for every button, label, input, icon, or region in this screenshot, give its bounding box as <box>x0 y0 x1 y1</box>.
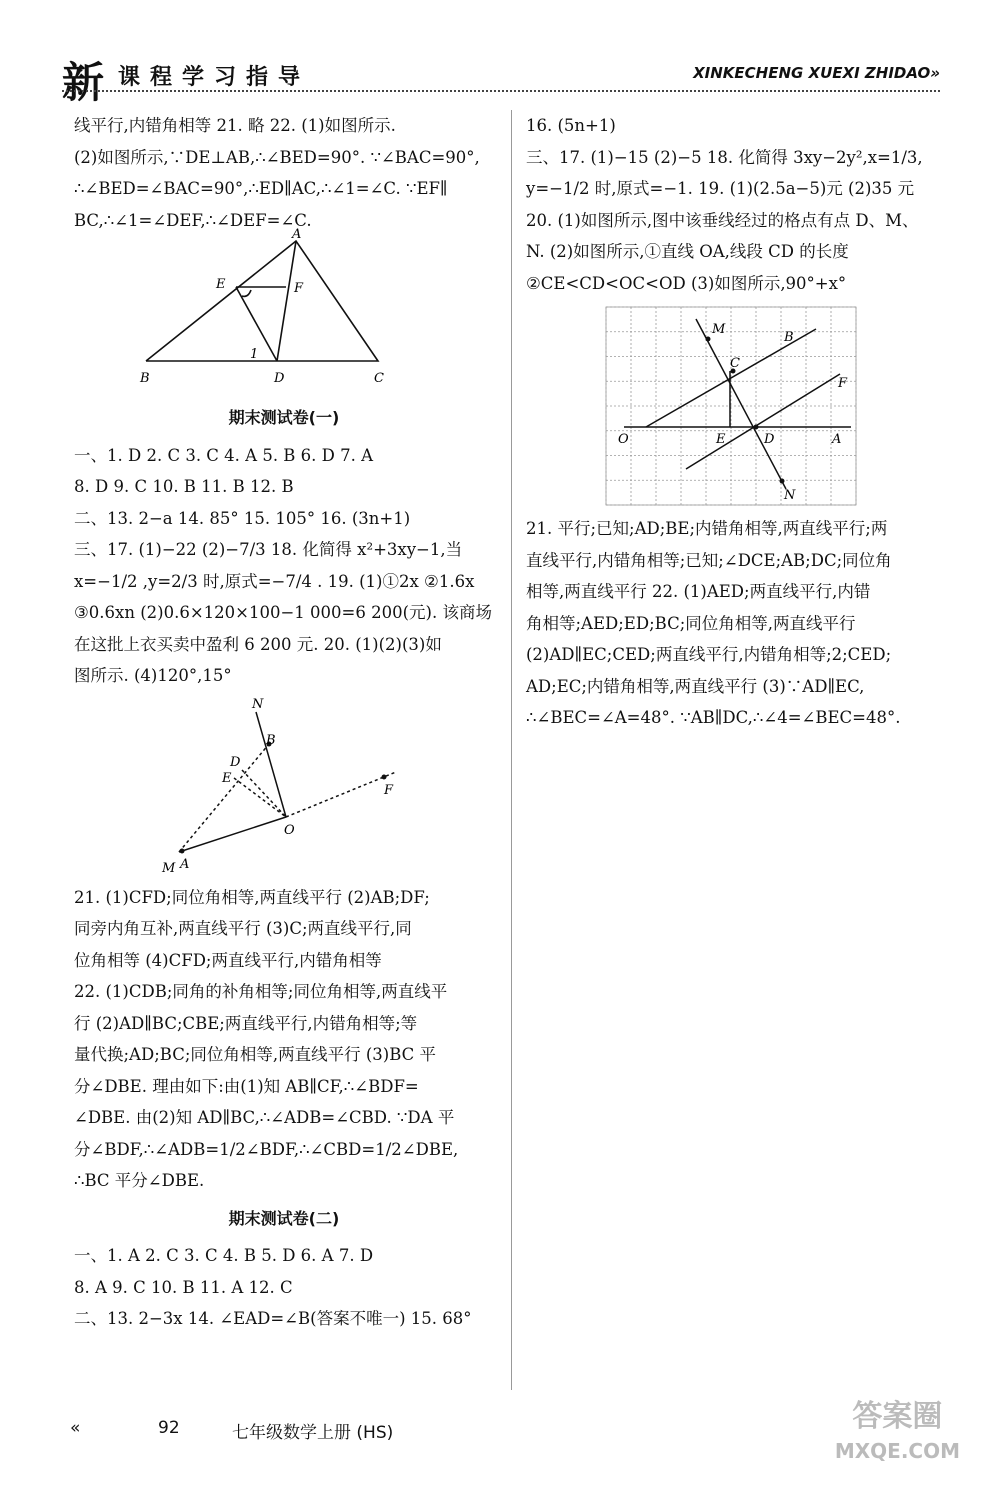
label-N: N <box>252 696 264 712</box>
text-line: 相等,两直线平行 22. (1)AED;两直线平行,内错 <box>526 582 871 601</box>
label-E: E <box>716 432 726 447</box>
watermark-top: 答案圈 <box>852 1399 943 1434</box>
footer-arrows-icon: « <box>70 1418 81 1438</box>
label-D: D <box>764 432 775 447</box>
text-line: 角相等;AED;ED;BC;同位角相等,两直线平行 <box>526 613 856 633</box>
text-line: 行 (2)AD∥BC;CBE;两直线平行,内错角相等;等 <box>74 1013 418 1033</box>
grid-figure <box>526 299 946 513</box>
text-line: 三、17. (1)−15 (2)−5 18. 化简得 3xy−2y²,x=1/3, <box>526 147 923 167</box>
label-B: B <box>266 732 276 748</box>
header-title: 课程学习指导 <box>118 64 311 90</box>
label-O: O <box>284 822 295 838</box>
text-line: 二、13. 2−a 14. 85° 15. 105° 16. (3n+1) <box>74 508 411 528</box>
text-line: 同旁内角互补,两直线平行 (3)C;两直线平行,同 <box>74 919 412 938</box>
text-line: N. (2)如图所示,①直线 OA,线段 CD 的长度 <box>526 242 849 261</box>
text-line: ∴BC 平分∠DBE. <box>74 1171 205 1190</box>
text-line: 在这批上衣买卖中盈利 6 200 元. 20. (1)(2)(3)如 <box>74 634 442 654</box>
text-line: 一、1. A 2. C 3. C 4. B 5. D 6. A 7. D <box>74 1246 374 1265</box>
text-line: (2)如图所示,∵DE⊥AB,∴∠BED=90°. ∵∠BAC=90°, <box>74 147 480 167</box>
text-line: 位角相等 (4)CFD;两直线平行,内错角相等 <box>74 950 382 970</box>
label-D: D <box>230 754 241 770</box>
text-line: 8. D 9. C 10. B 11. B 12. B <box>74 477 294 496</box>
text-line: ∴∠BEC=∠A=48°. ∵AB∥DC,∴∠4=∠BEC=48°. <box>526 708 901 727</box>
header-pinyin: XINKECHENG XUEXI ZHIDAO» <box>693 64 940 82</box>
text-line: 图所示. (4)120°,15° <box>74 666 232 685</box>
label-A: A <box>832 432 842 447</box>
label-F: F <box>384 782 394 798</box>
label-D: D <box>274 371 285 386</box>
label-B: B <box>140 371 150 386</box>
label-E: E <box>222 770 232 786</box>
text-line: ③0.6xn (2)0.6×120×100−1 000=6 200(元). 该商场 <box>74 603 492 622</box>
label-O: O <box>618 432 629 447</box>
text-line: y=−1/2 时,原式=−1. 19. (1)(2.5a−5)元 (2)35 元 <box>526 179 915 198</box>
text-line: 分∠BDF,∴∠ADB=1/2∠BDF,∴∠CBD=1/2∠DBE, <box>74 1139 459 1159</box>
text-line: 直线平行,内错角相等;已知;∠DCE;AB;DC;同位角 <box>526 550 892 570</box>
text-line: 21. (1)CFD;同位角相等,两直线平行 (2)AB;DF; <box>74 887 430 907</box>
angle-figure <box>74 692 494 882</box>
text-line: 22. (1)CDB;同角的补角相等;同位角相等,两直线平 <box>74 982 448 1001</box>
text-line: ∴∠BED=∠BAC=90°,∴ED∥AC,∴∠1=∠C. ∵EF∥ <box>74 179 448 198</box>
text-line: ②CE<CD<OC<OD (3)如图所示,90°+x° <box>526 273 847 293</box>
label-E: E <box>216 277 226 292</box>
text-line: 量代换;AD;BC;同位角相等,两直线平行 (3)BC 平 <box>74 1045 437 1064</box>
text-line: 三、17. (1)−22 (2)−7/3 18. 化简得 x²+3xy−1,当 <box>74 540 463 559</box>
header-logo: 新 <box>62 58 103 107</box>
label-B: B <box>784 330 794 345</box>
label-M: M <box>712 322 726 337</box>
section-title-2: 期末测试卷(二) <box>228 1208 340 1228</box>
header-arrows-icon: » <box>930 64 940 82</box>
column-separator <box>511 110 512 1390</box>
left-column <box>74 110 494 1335</box>
text-line: 21. 平行;已知;AD;BE;内错角相等,两直线平行;两 <box>526 519 888 538</box>
label-F: F <box>294 281 304 296</box>
text-line: AD;EC;内错角相等,两直线平行 (3)∵AD∥EC, <box>526 676 865 696</box>
label-A: A <box>180 856 190 872</box>
section-title-1: 期末测试卷(一) <box>228 408 340 427</box>
label-1: 1 <box>250 347 259 362</box>
book-title: 七年级数学上册 (HS) <box>232 1423 394 1443</box>
text-line: 16. (5n+1) <box>526 116 616 135</box>
text-line: ∠DBE. 由(2)知 AD∥BC,∴∠ADB=∠CBD. ∵DA 平 <box>74 1108 455 1127</box>
watermark-bottom: MXQE.COM <box>834 1439 960 1463</box>
label-F: F <box>838 376 848 391</box>
text-line: BC,∴∠1=∠DEF,∴∠DEF=∠C. <box>74 210 312 230</box>
right-column <box>526 110 946 734</box>
label-N: N <box>784 488 796 503</box>
text-line: 二、13. 2−3x 14. ∠EAD=∠B(答案不唯一) 15. 68° <box>74 1309 472 1328</box>
text-line: 分∠DBE. 理由如下:由(1)知 AB∥CF,∴∠BDF= <box>74 1076 419 1096</box>
text-line: (2)AD∥EC;CED;两直线平行,内错角相等;2;CED; <box>526 645 892 664</box>
header-rule <box>62 90 940 92</box>
text-line: x=−1/2 ,y=2/3 时,原式=−7/4 . 19. (1)①2x ②1.6x <box>74 571 475 591</box>
watermark <box>835 1400 960 1468</box>
page-number: 92 <box>158 1418 180 1438</box>
triangle-figure <box>74 227 494 396</box>
label-M: M <box>162 860 176 876</box>
text-line: 一、1. D 2. C 3. C 4. A 5. B 6. D 7. A <box>74 445 374 465</box>
label-A: A <box>292 227 302 242</box>
text-line: 线平行,内错角相等 21. 略 22. (1)如图所示. <box>74 116 396 135</box>
text-line: 20. (1)如图所示,图中该垂线经过的格点有点 D、M、 <box>526 210 919 230</box>
label-C: C <box>730 356 740 371</box>
text-line: 8. A 9. C 10. B 11. A 12. C <box>74 1277 293 1297</box>
label-C: C <box>374 371 384 386</box>
